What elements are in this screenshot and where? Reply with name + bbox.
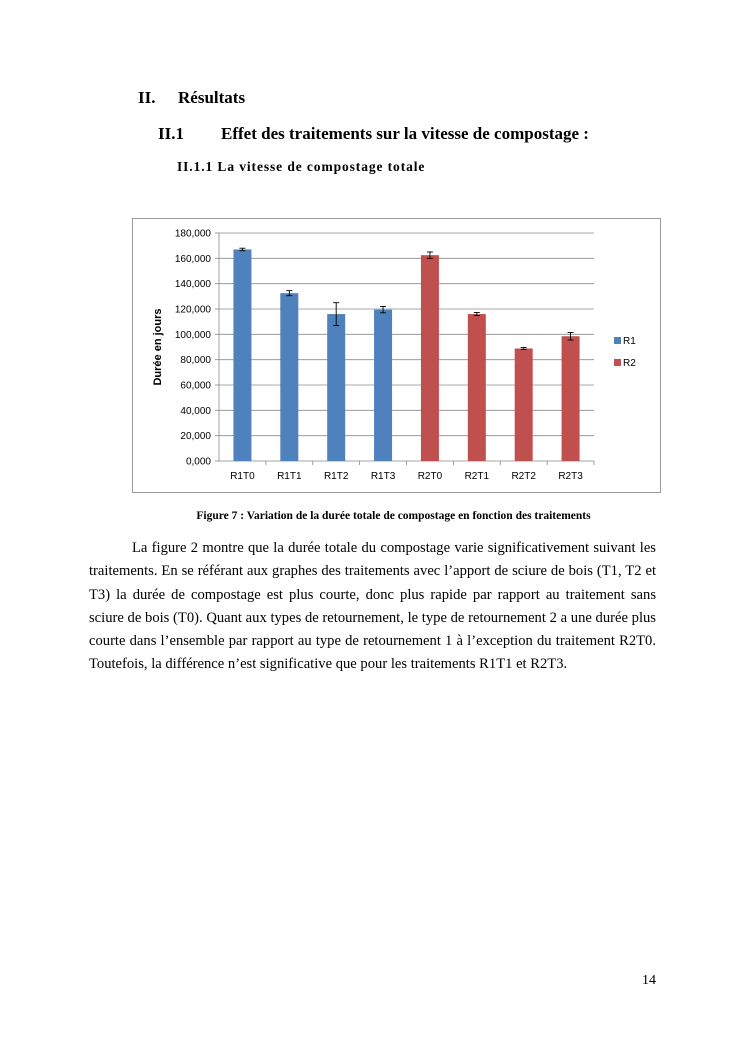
bar (515, 349, 533, 461)
bar (468, 314, 486, 461)
bar (562, 336, 580, 461)
x-tick-label: R1T1 (277, 471, 302, 482)
x-tick-label: R2T2 (511, 471, 536, 482)
y-axis-label: Durée en jours (152, 308, 164, 386)
x-tick-label: R1T3 (370, 471, 396, 482)
y-tick-label: 180,000 (174, 228, 211, 240)
legend-label: R2 (623, 358, 636, 369)
x-tick-label: R2T0 (417, 471, 443, 482)
subsection-heading (158, 124, 589, 144)
y-tick-label: 20,000 (180, 431, 211, 443)
y-tick-label: 160,000 (174, 253, 211, 265)
bar (327, 314, 345, 461)
bar (280, 293, 298, 461)
legend-label: R1 (623, 336, 636, 347)
y-tick-label: 60,000 (180, 380, 211, 392)
x-tick-label: R2T3 (558, 471, 583, 482)
bar (374, 310, 392, 461)
page-number: 14 (642, 973, 656, 988)
x-tick-label: R1T2 (323, 471, 349, 482)
bar (233, 249, 251, 461)
legend-swatch (614, 337, 621, 344)
body-paragraph: La figure 2 montre que la durée totale du compostage varie significativement suivant les traitements. En se référant aux graphes des traitements avec l’apport de sciure de bois (T1, T2 et T3) la durée de compostage est plus courte, donc plus rapide par rapport au traitement sans sciure de bois (T0). Quant aux types de retournement, le type de retournement 2 a une durée plus courte dans l’ensemble par rapport au type de retournement 1 à l’exception du traitement R2T0. Toutefois, la différence n’est significative que pour les traitements R1T1 et R2T3. (89, 540, 656, 673)
y-tick-label: 0,000 (185, 456, 211, 468)
section-number: II. (138, 88, 156, 107)
bar (421, 255, 439, 461)
chart-canvas (133, 219, 660, 492)
bar-chart (132, 218, 661, 493)
y-tick-label: 100,000 (174, 329, 211, 341)
x-tick-label: R2T1 (464, 471, 490, 482)
figure-caption: Figure 7 : Variation de la durée totale de compostage en fonction des traitements (196, 510, 591, 522)
subsubsection-heading: II.1.1 La vitesse de compostage totale (177, 159, 426, 174)
y-tick-label: 140,000 (174, 279, 211, 291)
section-heading (138, 88, 245, 108)
y-tick-label: 40,000 (180, 405, 211, 417)
subsection-number: II.1 (158, 124, 184, 143)
section-title: Résultats (178, 88, 246, 107)
legend-swatch (614, 359, 621, 366)
subsection-title: Effet des traitements sur la vitesse de compostage : (221, 124, 589, 143)
x-tick-label: R1T0 (230, 471, 255, 482)
y-tick-label: 80,000 (180, 355, 211, 367)
y-tick-label: 120,000 (174, 304, 211, 316)
